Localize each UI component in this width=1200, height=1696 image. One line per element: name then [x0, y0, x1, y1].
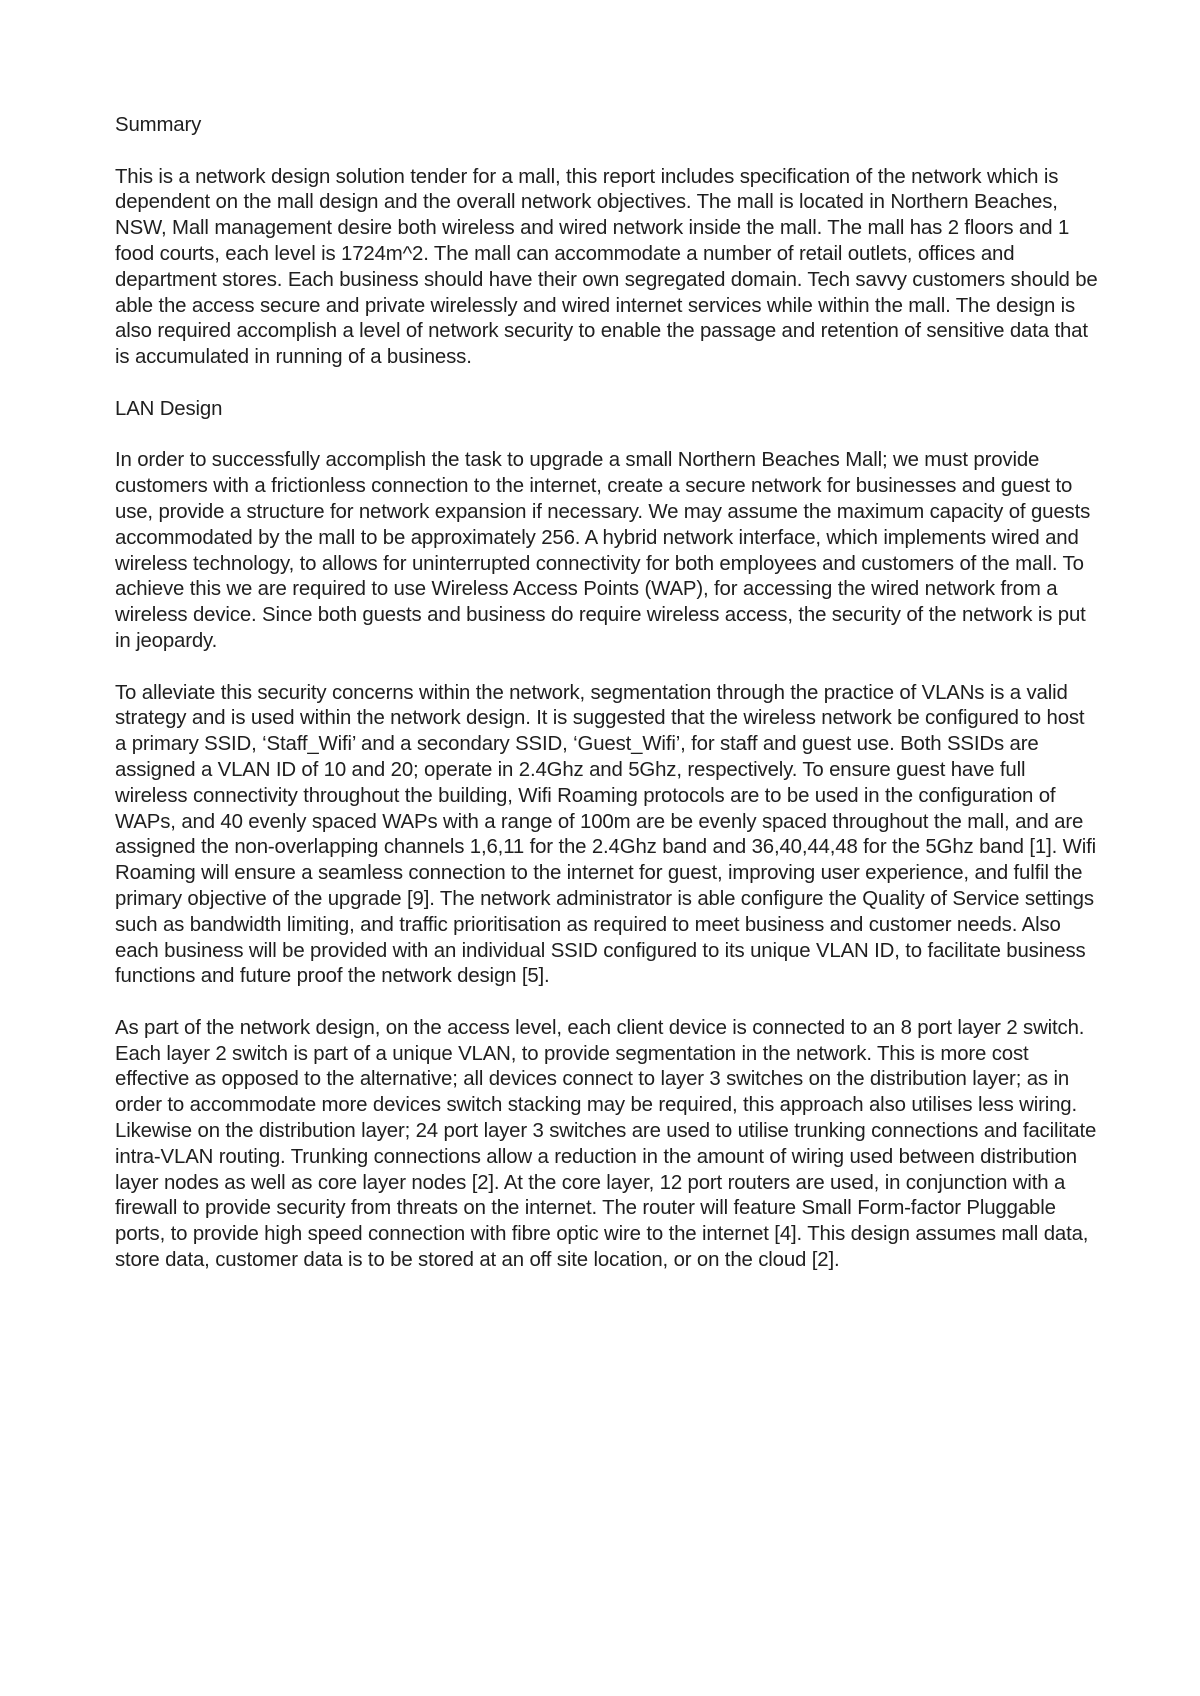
paragraph-lan-vlans: To alleviate this security concerns within the network, segmentation through the practice of VLANs is a valid strategy and is used within the network design. It is suggested that the wireless network be configured to host a primary SSID, ‘Staff_Wifi’ and a secondary SSID, ‘Guest_Wifi’, for staff and guest use. Both SSIDs are assigned a VLAN ID of 10 and 20; operate in 2.4Ghz and 5Ghz, respectively. To ensure guest have full wireless connectivity throughout the building, Wifi Roaming protocols are to be used in the configuration of WAPs, and 40 evenly spaced WAPs with a range of 100m are be evenly spaced throughout the mall, and are assigned the non-overlapping channels 1,6,11 for the 2.4Ghz band and 36,40,44,48 for the 5Ghz band [1]. Wifi Roaming will ensure a seamless connection to the internet for guest, improving user experience, and fulfil the primary objective of the upgrade [9]. The network administrator is able configure the Quality of Service settings such as bandwidth limiting, and traffic prioritisation as required to meet business and customer needs. Also each business will be provided with an individual SSID configured to its unique VLAN ID, to facilitate business functions and future proof the network design [5].	[115, 681, 1096, 988]
spacer	[115, 990, 1100, 1016]
section-heading-summary: Summary	[115, 114, 202, 136]
document-body	[115, 113, 1100, 1274]
section-heading-lan-design: LAN Design	[115, 397, 223, 420]
spacer	[115, 139, 1100, 165]
paragraph-lan-switching: As part of the network design, on the access level, each client device is connected to an 8 port layer 2 switch. Each layer 2 switch is part of a unique VLAN, to provide segmentation in the network. This is more cost effective as opposed to the alternative; all devices connect to layer 3 switches on the distribution layer; as in order to accommodate more devices switch stacking may be required, this approach also utilises less wiring. Likewise on the distribution layer; 24 port layer 3 switches are used to utilise trunking connections and facilitate intra-VLAN routing. Trunking connections allow a reduction in the amount of wiring used between distribution layer nodes as well as core layer nodes [2]. At the core layer, 12 port routers are used, in conjunction with a firewall to provide security from threats on the internet. The router will feature Small Form-factor Pluggable ports, to provide high speed connection with fibre optic wire to the internet [4]. This design assumes mall data, store data, customer data is to be stored at an off site location, or on the cloud [2].	[115, 1016, 1097, 1272]
paragraph-summary: This is a network design solution tender for a mall, this report includes specification of the network which is dependent on the mall design and the overall network objectives. The mall is located in Northern Beaches, NSW, Mall management desire both wireless and wired network inside the mall. The mall has 2 floors and 1 food courts, each level is 1724m^2. The mall can accommodate a number of retail outlets, offices and department stores. Each business should have their own segregated domain. Tech savvy customers should be able the access secure and private wirelessly and wired internet services while within the mall. The design is also required accomplish a level of network security to enable the passage and retention of sensitive data that is accumulated in running of a business.	[115, 165, 1098, 369]
spacer	[115, 423, 1100, 449]
paragraph-lan-intro: In order to successfully accomplish the task to upgrade a small Northern Beaches Mall; we must provide customers with a frictionless connection to the internet, create a secure network for businesses and guest to use, provide a structure for network expansion if necessary. We may assume the maximum capacity of guests accommodated by the mall to be approximately 256. A hybrid network interface, which implements wired and wireless technology, to allows for uninterrupted connectivity for both employees and customers of the mall. To achieve this we are required to use Wireless Access Points (WAP), for accessing the wired network from a wireless device. Since both guests and business do require wireless access, the security of the network is put in jeopardy.	[115, 449, 1091, 652]
spacer	[115, 371, 1100, 397]
spacer	[115, 655, 1100, 681]
